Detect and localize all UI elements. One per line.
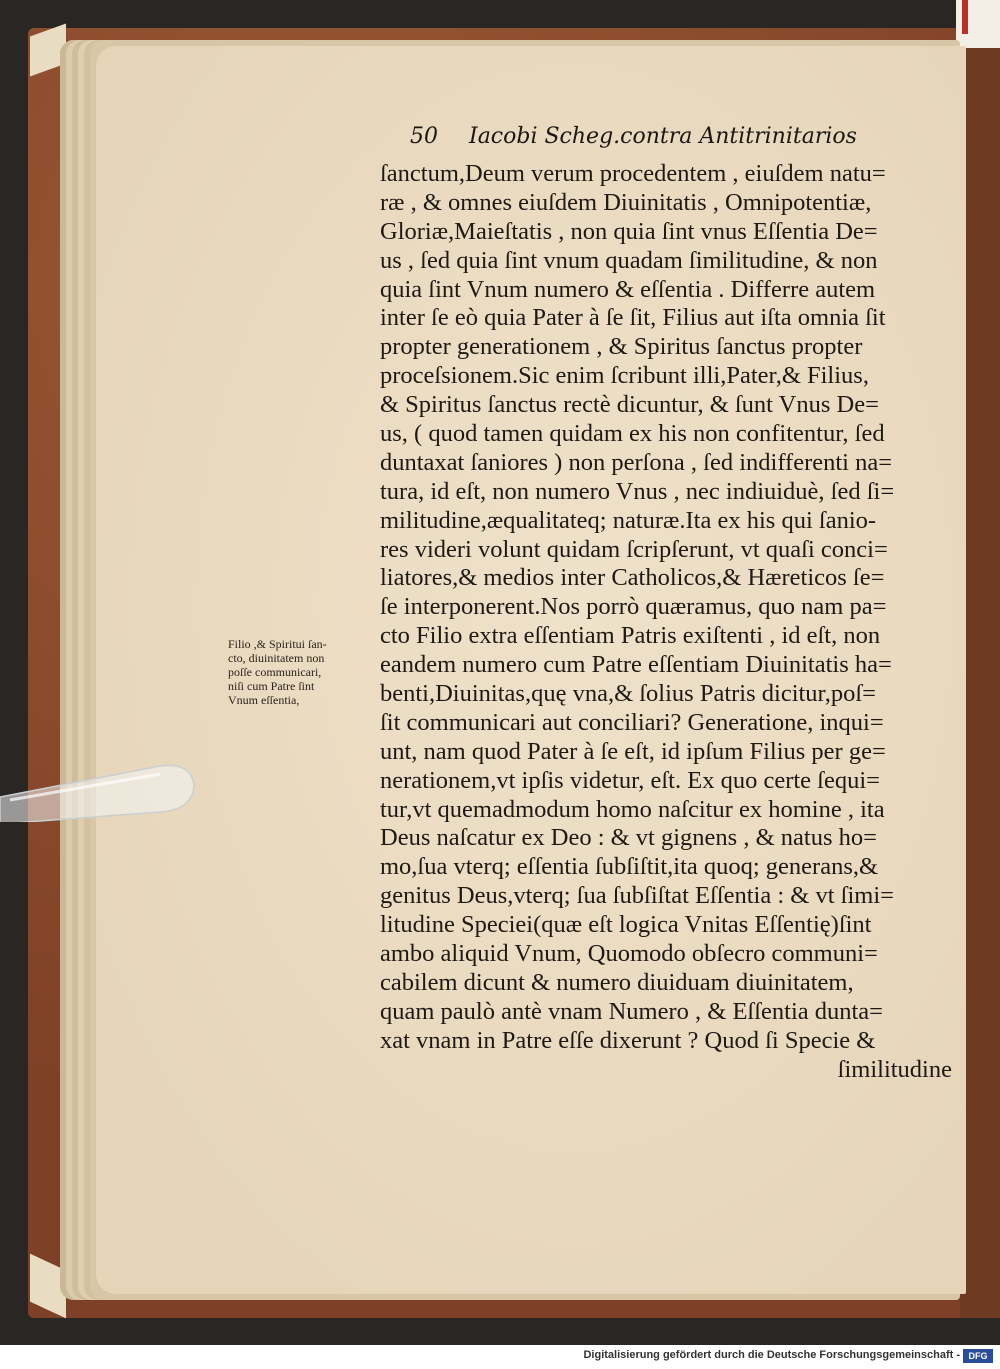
text-line: genitus Deus,vterq; ſua ſubſiſtat Eſſentia : & vt ſimi= [380,882,894,910]
text-line: tur,vt quemadmodum homo naſcitur ex homine , ita [380,795,885,823]
text-line: xat vnam in Patre eſſe dixerunt ? Quod ſi Specie & [380,1026,876,1054]
text-line: ræ , & omnes eiuſdem Diuinitatis , Omnipotentiæ, [380,188,872,216]
text-line: ſit communicari aut conciliari? Generatione, inqui= [380,708,884,736]
text-line: quia ſint Vnum numero & eſſentia . Differre autem [380,275,876,303]
text-line: unt, nam quod Pater à ſe eſt, id ipſum Filius per ge= [380,737,886,765]
text-line: ſanctum,Deum verum procedentem , eiuſdem natu= [380,160,886,187]
text-line: us, ( quod tamen quidam ex his non confitentur, ſed [380,420,885,448]
digitization-credit: Digitalisierung gefördert durch die Deutsche Forschungsgemeinschaft - [583,1349,960,1361]
bookmark-ribbon-red [962,0,968,34]
text-line: benti,Diuinitas,quę vna,& ſolius Patris dicitur,poſ= [380,680,876,708]
text-line: res videri volunt quidam ſcripſerunt, vt quaſi conci= [380,535,888,563]
text-line: duntaxat ſaniores ) non perſona , ſed indifferenti na= [380,448,893,476]
text-line: mo,ſua vterq; eſſentia ſubſiſtit,ita quoq; generans,& [380,853,879,881]
text-line: eandem numero cum Patre eſſentiam Diuinitatis ha= [380,651,892,679]
page-holder-strip-icon [0,752,195,822]
margin-note-line: poſſe communicari, [228,665,322,679]
margin-note-line: cto, diuinitatem non [228,651,325,665]
text-line: cto Filio extra eſſentiam Patris exiſtenti , id eſt, non [380,622,881,650]
book-cover-edge [960,28,1000,1318]
text-line: ambo aliquid Vnum, Quomodo obſecro communi= [380,940,878,968]
margin-note-line: Filio ,& Spiritui ſan- [228,637,327,651]
text-line: cabilem dicunt & numero diuiduam diuinitatem, [380,968,854,996]
margin-note-line: Vnum eſſentia, [228,693,300,707]
running-title: Iacobi Scheg.contra Antitrinitarios [469,124,857,149]
body-text [380,160,960,1085]
text-line: litudine Speciei(quæ eſt logica Vnitas Eſſentię)ſint [380,911,872,939]
margin-note-line: niſi cum Patre ſint [228,679,315,693]
text-line: Deus naſcatur ex Deo : & vt gignens , & natus ho= [380,824,877,852]
dfg-logo-icon: DFG [963,1349,993,1363]
text-line: propter generationem , & Spiritus ſanctus propter [380,333,863,361]
text-line: us , ſed quia ſint vnum quadam ſimilitudine, & non [380,246,878,274]
catchword: ſimilitudine [837,1055,952,1083]
text-line: inter ſe eò quia Pater à ſe ſit, Filius aut iſta omnia ſit [380,304,886,332]
text-line: liatores,& medios inter Catholicos,& Hæreticos ſe= [380,564,885,592]
text-line: tura, id eſt, non numero Vnus , nec indiuiduè, ſed ſi= [380,477,895,505]
text-line: militudine,æqualitateq; naturæ.Ita ex his qui ſanio- [380,506,877,534]
running-header [410,124,950,158]
text-line: nerationem,vt ipſis videtur, eſt. Ex quo certe ſequi= [380,766,880,794]
text-line: Gloriæ,Maieſtatis , non quia ſint vnus Eſſentia De= [380,217,878,245]
page-number: 50 [410,124,438,149]
text-line: ſe interponerent.Nos porrò quæramus, quo nam pa= [380,593,887,621]
text-line: proceſsionem.Sic enim ſcribunt illi,Pater,& Filius, [380,362,869,390]
text-line: & Spiritus ſanctus rectè dicuntur, & ſunt Vnus De= [380,391,879,419]
margin-note [228,637,378,707]
text-line: quam paulò antè vnam Numero , & Eſſentia dunta= [380,997,884,1025]
